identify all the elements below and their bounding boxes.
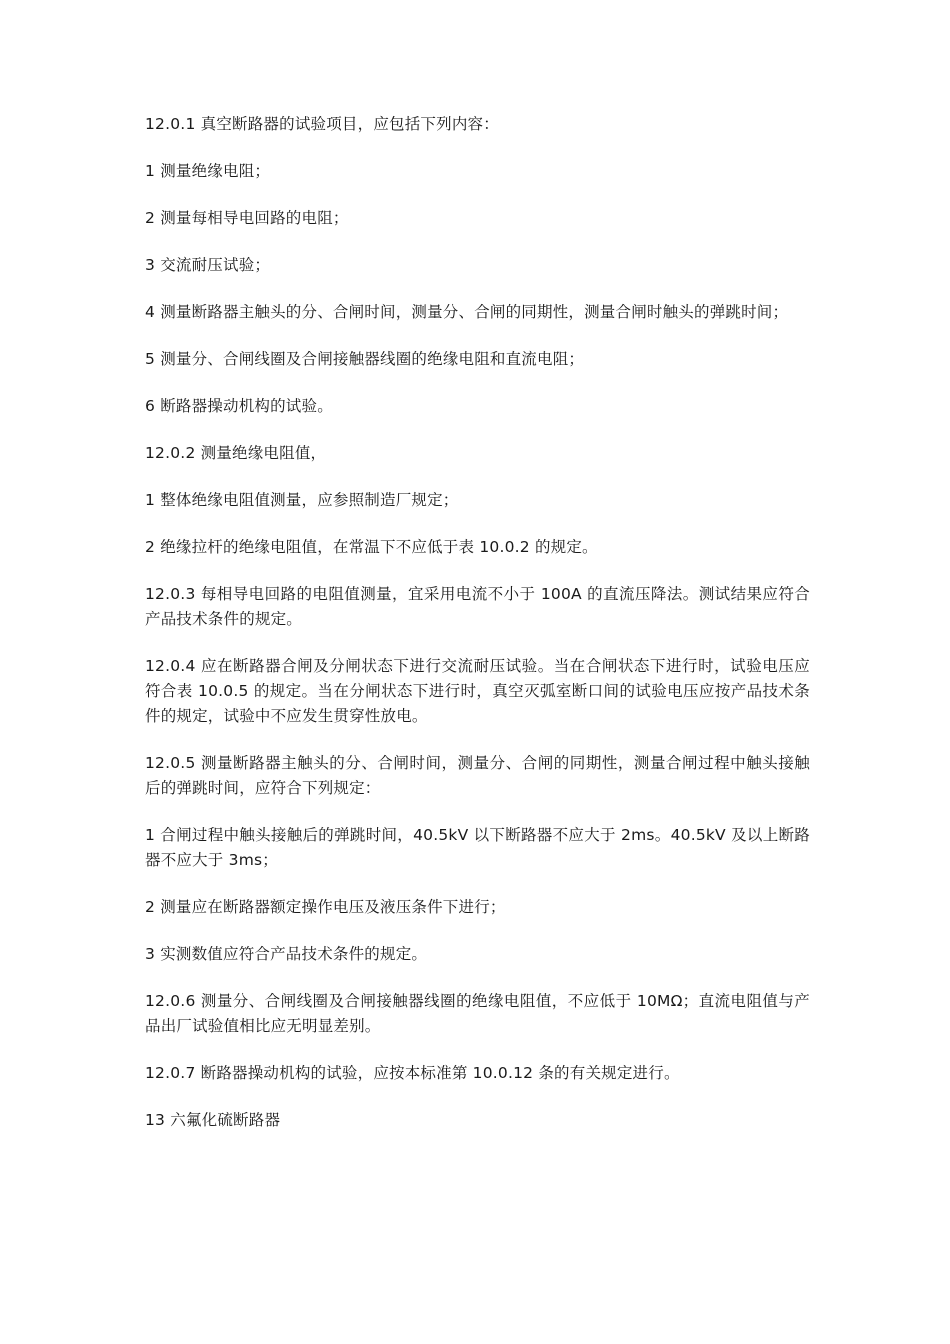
paragraph-12-0-1: 12.0.1 真空断路器的试验项目，应包括下列内容：: [145, 115, 499, 133]
list-item-2: 2 绝缘拉杆的绝缘电阻值，在常温下不应低于表 10.0.2 的规定。: [145, 538, 598, 556]
list-item-4: 4 测量断路器主触头的分、合闸时间，测量分、合闸的同期性，测量合闸时触头的弹跳时间；: [145, 303, 789, 321]
list-item-3: 3 交流耐压试验；: [145, 256, 271, 274]
paragraph-12-0-5: 12.0.5 测量断路器主触头的分、合闸时间，测量分、合闸的同期性，测量合闸过程中触头接触后的弹跳时间，应符合下列规定：: [145, 754, 810, 797]
list-item-3: 3 实测数值应符合产品技术条件的规定。: [145, 945, 428, 963]
list-item-1: 1 整体绝缘电阻值测量，应参照制造厂规定；: [145, 491, 459, 509]
paragraph-12-0-6: 12.0.6 测量分、合闸线圈及合闸接触器线圈的绝缘电阻值，不应低于 10MΩ；直流电阻值与产品出厂试验值相比应无明显差别。: [145, 992, 810, 1035]
paragraph-12-0-3: 12.0.3 每相导电回路的电阻值测量，宜采用电流不小于 100A 的直流压降法。测试结果应符合产品技术条件的规定。: [145, 585, 810, 628]
list-item-1: 1 合闸过程中触头接触后的弹跳时间，40.5kV 以下断路器不应大于 2ms。40.5kV 及以上断路器不应大于 3ms；: [145, 826, 810, 869]
list-item-6: 6 断路器操动机构的试验。: [145, 397, 333, 415]
section-heading-13: 13 六氟化硫断路器: [145, 1111, 281, 1129]
list-item-2: 2 测量每相导电回路的电阻；: [145, 209, 349, 227]
paragraph-12-0-2: 12.0.2 测量绝缘电阻值，: [145, 444, 327, 462]
paragraph-12-0-7: 12.0.7 断路器操动机构的试验，应按本标准第 10.0.12 条的有关规定进行。: [145, 1064, 680, 1082]
list-item-2: 2 测量应在断路器额定操作电压及液压条件下进行；: [145, 898, 506, 916]
paragraph-12-0-4: 12.0.4 应在断路器合闸及分闸状态下进行交流耐压试验。当在合闸状态下进行时，试验电压应符合表 10.0.5 的规定。当在分闸状态下进行时，真空灭弧室断口间的试验电压应按产品技术条件的规定，试验中不应发生贯穿性放电。: [145, 657, 810, 725]
list-item-1: 1 测量绝缘电阻；: [145, 162, 271, 180]
list-item-5: 5 测量分、合闸线圈及合闸接触器线圈的绝缘电阻和直流电阻；: [145, 350, 585, 368]
document-body: [145, 112, 810, 1155]
